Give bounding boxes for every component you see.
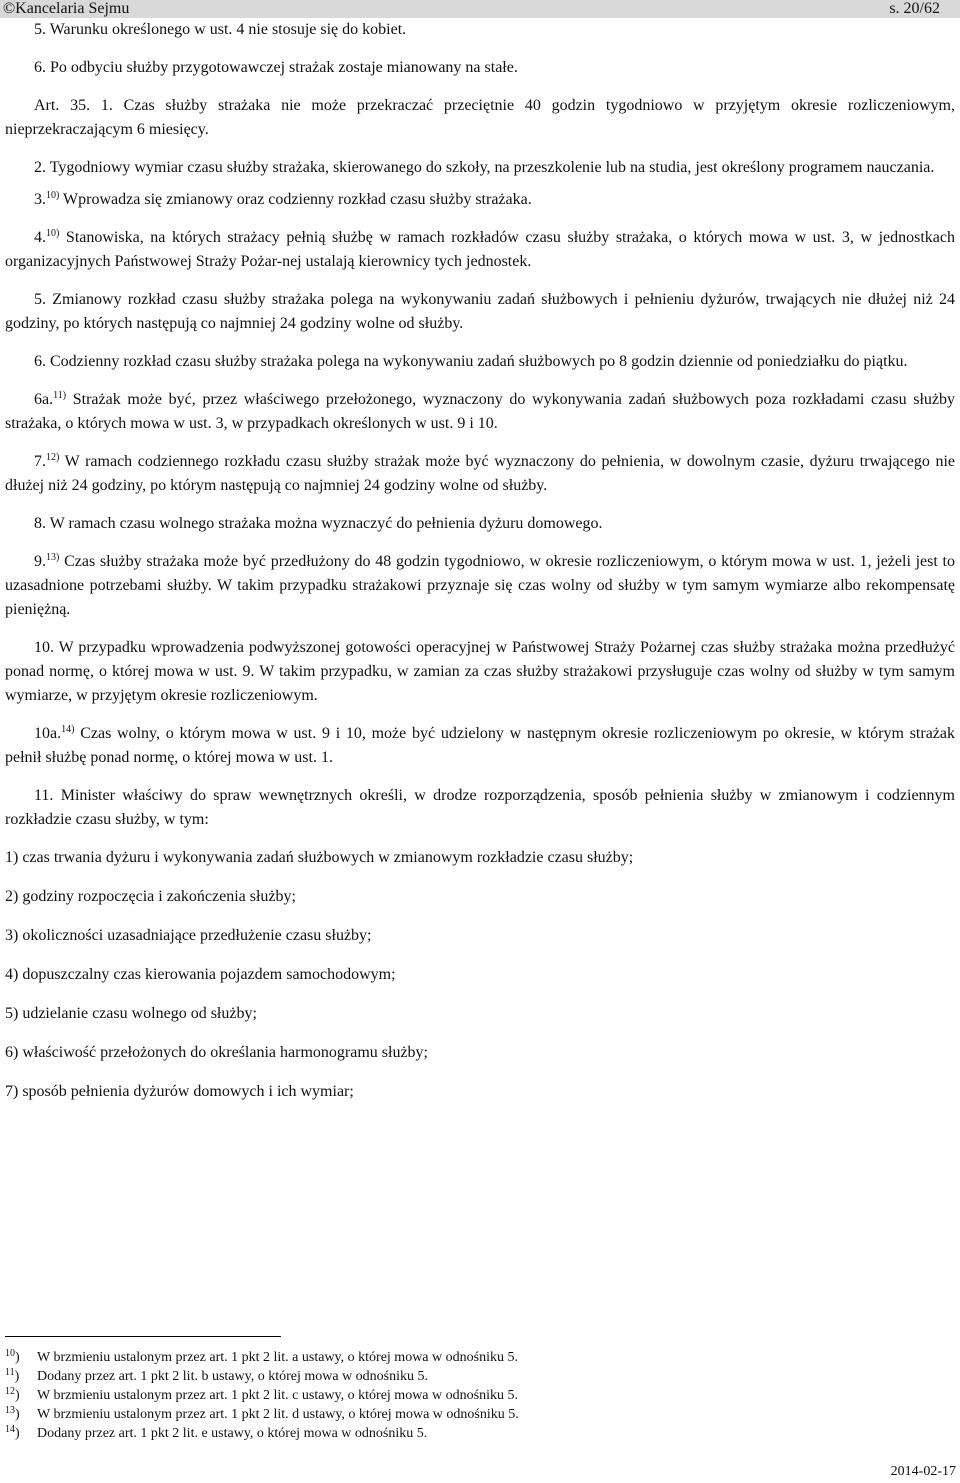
footnote-number: 12: [5, 1386, 15, 1397]
list-item: 1) czas trwania dyżuru i wykonywania zadań służbowych w zmianowym rozkładzie czasu służby;: [5, 849, 634, 866]
paragraph-text: W ramach codziennego rozkładu czasu służby strażak może być wyznaczony do pełnienia, w dowolnym czasie, dyżuru trwającego nie dłużej niż 24 godziny, po którym następują co najmniej 24 godziny wolne od służby.: [5, 453, 955, 494]
paragraph-text: Stanowiska, na których strażacy pełnią służbę w ramach rozkładów czasu służby strażaka, o których mowa w ust. 3, w jednostkach organizacyjnych Państwowej Straży Pożar-nej ustalają kierownicy tych jednostek.: [5, 229, 955, 270]
footnote-ref: 11): [53, 390, 67, 401]
paragraph-text: Strażak może być, przez właściwego przełożonego, wyznaczony do wykonywania zadań służbowych poza rozkładami czasu służby strażaka, o których mowa w ust. 3, w przypadkach określonych w ust. 9 i 10.: [5, 391, 955, 432]
document-body: [5, 18, 955, 1119]
footnote-text: Dodany przez art. 1 pkt 2 lit. e ustawy, o której mowa w odnośniku 5.: [37, 1426, 428, 1441]
paragraph: [5, 188, 955, 212]
footnote-number: 14: [5, 1424, 15, 1435]
footnote-separator: [5, 1336, 281, 1337]
footnote-ref: 14): [61, 724, 75, 735]
paragraph: 2. Tygodniowy wymiar czasu służby strażaka, skierowanego do szkoły, na przeszkolenie lub na studia, jest określony programem nauczania.: [34, 159, 935, 176]
list-item: 5) udzielanie czasu wolnego od służby;: [5, 1005, 257, 1022]
footnote-ref: 10): [46, 190, 60, 201]
footnote-marker: [5, 1386, 20, 1405]
paragraph-number: 4.: [34, 229, 46, 246]
list-item: 7) sposób pełnienia dyżurów domowych i ich wymiar;: [5, 1083, 354, 1100]
enumeration-list: [5, 846, 955, 1104]
footnote-paren: ): [15, 1407, 20, 1422]
list-item: 3) okoliczności uzasadniające przedłużenie czasu służby;: [5, 927, 372, 944]
footnote-ref: 10): [46, 228, 60, 239]
paragraph-number: 7.: [34, 453, 46, 470]
footnote-marker: [5, 1367, 19, 1386]
paragraph: [5, 450, 955, 498]
footnote-paren: ): [15, 1350, 20, 1365]
list-item: 4) dopuszczalny czas kierowania pojazdem samochodowym;: [5, 966, 396, 983]
footnote-number: 11: [5, 1367, 15, 1378]
article-35-paragraph: Art. 35. 1. Czas służby strażaka nie może przekraczać przeciętnie 40 godzin tygodniowo w przyjętym okresie rozliczeniowym, nieprzekraczającym 6 miesięcy.: [5, 97, 955, 138]
footnote-ref: 13): [46, 552, 60, 563]
page-header: [0, 0, 960, 18]
footnote-text: Dodany przez art. 1 pkt 2 lit. b ustawy, o której mowa w odnośniku 5.: [37, 1369, 429, 1384]
publisher-label: ©Kancelaria Sejmu: [3, 0, 130, 17]
paragraph-text: Czas służby strażaka może być przedłużony do 48 godzin tygodniowo, w okresie rozliczeniowym, o którym mowa w ust. 1, jeżeli jest to uzasadnione potrzebami służby. W takim przypadku strażakowi przyznaje się czas wolny od służby w tym samym wymiarze albo rekompensatę pieniężną.: [5, 553, 955, 618]
footnote-marker: [5, 1424, 20, 1443]
paragraph: 6. Po odbyciu służby przygotowawczej strażak zostaje mianowany na stałe.: [34, 59, 518, 76]
list-item: 6) właściwość przełożonych do określania harmonogramu służby;: [5, 1044, 428, 1061]
footnote-text: W brzmieniu ustalonym przez art. 1 pkt 2 lit. d ustawy, o której mowa w odnośniku 5.: [37, 1407, 519, 1422]
footnote-marker: [5, 1405, 20, 1424]
footnote: [5, 1348, 705, 1367]
footnote-paren: ): [14, 1369, 20, 1384]
footnotes: [5, 1348, 705, 1443]
footnote-paren: ): [15, 1388, 20, 1403]
paragraph: 10. W przypadku wprowadzenia podwyższonej gotowości operacyjnej w Państwowej Straży Pożarnej czas służby strażaka można przedłużyć ponad normę, o której mowa w ust. 9. W takim przypadku, w zamian za czas służby strażakowi przysługuje czas wolny od służby w tym samym wymiarze, w przyjętym okresie rozliczeniowym.: [5, 639, 955, 704]
paragraph-number: 9.: [34, 553, 46, 570]
paragraph: 8. W ramach czasu wolnego strażaka można wyznaczyć do pełnienia dyżuru domowego.: [34, 515, 603, 532]
footnote-text: W brzmieniu ustalonym przez art. 1 pkt 2 lit. a ustawy, o której mowa w odnośniku 5.: [37, 1350, 518, 1365]
paragraph: [5, 550, 955, 622]
footnote-paren: ): [15, 1426, 20, 1441]
paragraph: 11. Minister właściwy do spraw wewnętrznych określi, w drodze rozporządzenia, sposób pełnienia służby w zmianowym i codziennym rozkładzie czasu służby, w tym:: [5, 787, 955, 828]
footnote: [5, 1386, 705, 1405]
paragraph: 6. Codzienny rozkład czasu służby strażaka polega na wykonywaniu zadań służbowych po 8 godzin dziennie od poniedziałku do piątku.: [34, 353, 908, 370]
paragraph-text: Czas wolny, o którym mowa w ust. 9 i 10, może być udzielony w następnym okresie rozliczeniowym po okresie, w którym strażak pełnił służbę ponad normę, o której mowa w ust. 1.: [5, 725, 955, 766]
paragraph-number: 10a.: [34, 725, 62, 742]
footnote-ref: 12): [46, 452, 60, 463]
document-date: 2014-02-17: [890, 1464, 956, 1479]
footnote: [5, 1405, 705, 1424]
paragraph-number: 6a.: [34, 391, 54, 408]
footnote-text: W brzmieniu ustalonym przez art. 1 pkt 2 lit. c ustawy, o której mowa w odnośniku 5.: [37, 1388, 518, 1403]
footnote-number: 10: [5, 1348, 15, 1359]
paragraph: 5. Zmianowy rozkład czasu służby strażaka polega na wykonywaniu zadań służbowych i pełnieniu dyżurów, trwających nie dłużej niż 24 godziny, po których następują co najmniej 24 godziny wolne od służby.: [5, 291, 955, 332]
paragraph: [5, 388, 955, 436]
footnote: [5, 1367, 705, 1386]
page-number: s. 20/62: [889, 0, 940, 17]
footnote: [5, 1424, 705, 1443]
footnote-number: 13: [5, 1405, 15, 1416]
paragraph-text: Wprowadza się zmianowy oraz codzienny rozkład czasu służby strażaka.: [59, 191, 532, 208]
paragraph: 5. Warunku określonego w ust. 4 nie stosuje się do kobiet.: [34, 21, 407, 38]
paragraph: [5, 226, 955, 274]
paragraph-number: 3.: [34, 191, 46, 208]
footnote-marker: [5, 1348, 20, 1367]
paragraph: [5, 722, 955, 770]
list-item: 2) godziny rozpoczęcia i zakończenia służby;: [5, 888, 296, 905]
